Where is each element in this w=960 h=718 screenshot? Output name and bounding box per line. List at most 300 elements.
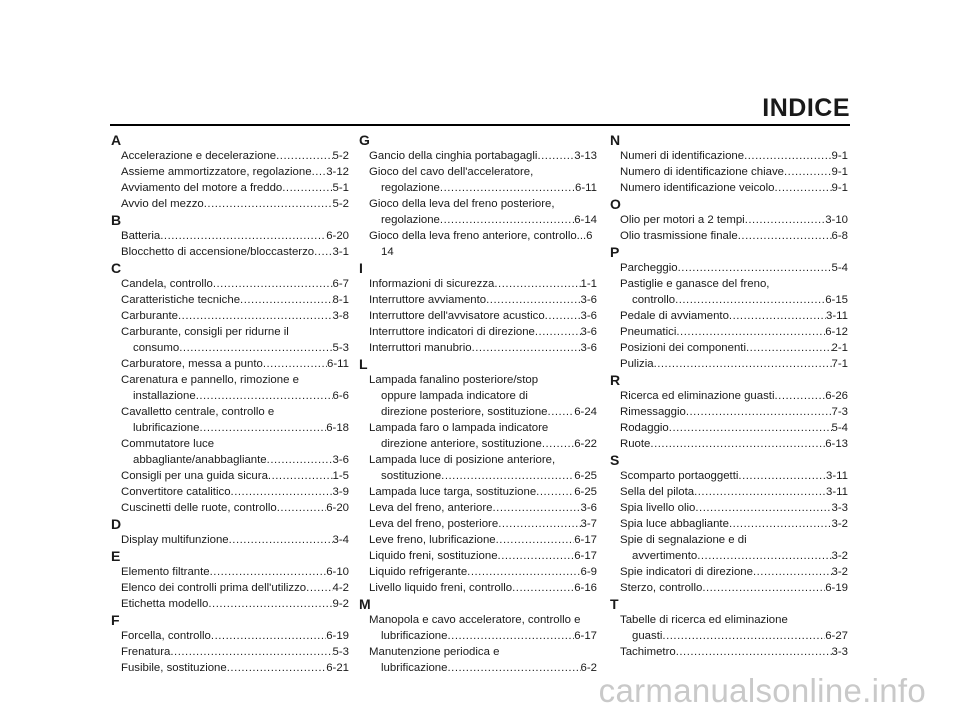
index-entry[interactable] (359, 452, 597, 484)
entry-text: Informazioni di sicurezza (369, 278, 495, 290)
dot-leader (746, 340, 832, 356)
page-number: 1-1 (580, 278, 597, 290)
dot-leader (676, 324, 825, 340)
index-entry[interactable] (610, 148, 848, 164)
page-number: 5-3 (332, 646, 349, 658)
page-number: 5-2 (332, 150, 349, 162)
page-number: 9-1 (831, 166, 848, 178)
index-entry[interactable] (610, 468, 848, 484)
dot-leader (686, 404, 832, 420)
index-entry[interactable] (359, 532, 597, 548)
index-column-2 (359, 132, 597, 676)
page-number: 3-6 (580, 326, 597, 338)
page-number: 6-13 (825, 438, 848, 450)
entry-text: Posizioni dei componenti (620, 342, 747, 354)
page-number: 6-10 (326, 566, 349, 578)
entry-text: Rimessaggio (620, 406, 686, 418)
entry-text: regolazione (381, 214, 440, 226)
entry-text: Assieme ammortizzatore, regolazione (121, 166, 312, 178)
dot-leader (440, 180, 575, 196)
entry-text: Display multifunzione (121, 534, 229, 546)
dot-leader (196, 388, 333, 404)
entry-text: Carburante, consigli per ridurne il (121, 326, 289, 338)
index-entry[interactable] (610, 308, 848, 324)
index-entry[interactable] (610, 436, 848, 452)
index-entry[interactable] (610, 260, 848, 276)
index-letter-heading: A (111, 132, 122, 148)
dot-leader (536, 484, 574, 500)
entry-text: Carburatore, messa a punto (121, 358, 263, 370)
page-number: 3-1 (332, 246, 349, 258)
index-entry[interactable] (111, 468, 349, 484)
index-entry[interactable] (610, 644, 848, 660)
page-number: 6-17 (574, 630, 597, 642)
index-entry[interactable] (111, 404, 349, 436)
dot-leader (282, 180, 332, 196)
entry-text: regolazione (381, 182, 440, 194)
index-entry[interactable] (359, 548, 597, 564)
entry-text: Leva del freno, posteriore (369, 518, 499, 530)
page-number: 6-9 (580, 566, 597, 578)
index-letter-heading: D (111, 516, 122, 532)
entry-text: Blocchetto di accensione/bloccasterzo (121, 246, 315, 258)
entry-text: Accelerazione e decelerazione (121, 150, 277, 162)
index-entry[interactable] (359, 324, 597, 340)
entry-text: Elenco dei controlli prima dell'utilizzo (121, 582, 307, 594)
entry-text: installazione (133, 390, 196, 402)
page-number: 3-12 (326, 166, 349, 178)
dot-leader (775, 388, 826, 404)
dot-leader (229, 532, 333, 548)
dot-leader (669, 420, 832, 436)
dot-leader (738, 228, 832, 244)
page-number: 6-17 (574, 534, 597, 546)
index-entry[interactable] (111, 324, 349, 356)
dot-leader (650, 436, 825, 452)
dot-leader (729, 516, 832, 532)
index-entry[interactable] (111, 244, 349, 260)
page-number: 6-8 (831, 230, 848, 242)
entry-text: Sella del pilota (620, 486, 695, 498)
dot-leader (440, 212, 574, 228)
page-number: 6-22 (574, 438, 597, 450)
index-letter-heading: L (359, 356, 368, 372)
page-number: 6-25 (574, 470, 597, 482)
dot-leader (210, 564, 327, 580)
entry-text: direzione posteriore, sostituzione (381, 406, 548, 418)
dot-leader (496, 532, 575, 548)
index-entry[interactable] (359, 420, 597, 452)
dot-leader (447, 660, 580, 676)
dot-leader (492, 500, 580, 516)
page-number: 7-1 (831, 358, 848, 370)
page-number: 8-1 (332, 294, 349, 306)
entry-text: Consigli per una guida sicura (121, 470, 268, 482)
index-entry[interactable] (111, 180, 349, 196)
entry-text: Interruttori manubrio (369, 342, 472, 354)
dot-leader (753, 564, 832, 580)
index-entry[interactable] (359, 372, 597, 420)
dot-leader (314, 244, 332, 260)
page-number: 3-3 (831, 502, 848, 514)
entry-text: Spia livello olio (620, 502, 696, 514)
page-number: 6-14 (574, 214, 597, 226)
entry-text: Ricerca ed eliminazione guasti (620, 390, 775, 402)
index-entry[interactable] (610, 388, 848, 404)
dot-leader (472, 340, 581, 356)
page-number: 3-2 (831, 566, 848, 578)
index-entry[interactable] (111, 276, 349, 292)
index-column-1 (111, 132, 349, 676)
index-letter-heading: S (610, 452, 620, 468)
dot-leader (441, 468, 574, 484)
index-letter-heading: C (111, 260, 122, 276)
index-entry[interactable] (610, 340, 848, 356)
dot-leader (512, 580, 574, 596)
index-entry[interactable] (610, 580, 848, 596)
page-number: 3-6 (580, 342, 597, 354)
dot-leader (498, 516, 580, 532)
dot-leader (267, 452, 333, 468)
page-number: 5-1 (332, 182, 349, 194)
dot-leader (208, 596, 332, 612)
index-entry[interactable] (359, 228, 597, 260)
entry-text: Gioco della leva del freno posteriore, (369, 198, 555, 210)
page-number: 5-3 (332, 342, 349, 354)
entry-text: Pulizia (620, 358, 654, 370)
index-letter-heading: G (359, 132, 370, 148)
page-number: 6-16 (574, 582, 597, 594)
entry-text: Gancio della cinghia portabagagli (369, 150, 538, 162)
index-entry[interactable] (359, 340, 597, 356)
dot-leader (694, 484, 826, 500)
page-number: 3-6 (580, 502, 597, 514)
index-entry[interactable] (111, 628, 349, 644)
entry-text: Leve freno, lubrificazione (369, 534, 496, 546)
entry-text: Livello liquido freni, controllo (369, 582, 513, 594)
entry-text: Cuscinetti delle ruote, controllo (121, 502, 277, 514)
index-entry[interactable] (610, 532, 848, 564)
index-entry[interactable] (610, 164, 848, 180)
entry-text: Numero di identificazione chiave (620, 166, 784, 178)
page-number: 6-19 (326, 630, 349, 642)
index-entry[interactable] (610, 564, 848, 580)
dot-leader (312, 164, 327, 180)
entry-text: Spie indicatori di direzione (620, 566, 753, 578)
entry-text: Batteria (121, 230, 161, 242)
index-entry[interactable] (359, 148, 597, 164)
index-letter-heading: T (610, 596, 619, 612)
page-number: 6-2 (580, 662, 597, 674)
page-number: 9-1 (831, 182, 848, 194)
dot-leader (231, 484, 333, 500)
page-number: 4-2 (332, 582, 349, 594)
page-number: 3-11 (826, 486, 848, 498)
index-column-3 (610, 132, 848, 660)
index-entry[interactable] (359, 516, 597, 532)
entry-text: Spie di segnalazione e di (620, 534, 747, 546)
entry-text: Frenatura (121, 646, 171, 658)
dot-leader (745, 212, 825, 228)
entry-text: Cavalletto centrale, controllo e (121, 406, 275, 418)
page-number: 3-7 (580, 518, 597, 530)
index-entry[interactable] (111, 372, 349, 404)
page-number: 3-3 (831, 646, 848, 658)
dot-leader (775, 180, 832, 196)
dot-leader (744, 148, 831, 164)
entry-text: Olio trasmissione finale (620, 230, 738, 242)
dot-leader (697, 548, 831, 564)
entry-text: Lampada luce targa, sostituzione (369, 486, 537, 498)
index-entry[interactable] (359, 292, 597, 308)
dot-leader (227, 660, 326, 676)
entry-text: controllo (632, 294, 676, 306)
entry-text: direzione anteriore, sostituzione (381, 438, 542, 450)
dot-leader (542, 436, 574, 452)
index-letter-heading: I (359, 260, 363, 276)
index-entry[interactable] (610, 516, 848, 532)
index-letter-heading: E (111, 548, 121, 564)
entry-text: Interruttore dell'avvisatore acustico (369, 310, 545, 322)
entry-text: lubrificazione (381, 630, 448, 642)
dot-leader (494, 276, 580, 292)
entry-text: Interruttore indicatori di direzione (369, 326, 535, 338)
entry-text: Manopola e cavo acceleratore, controllo e (369, 614, 581, 626)
index-entry[interactable] (610, 404, 848, 420)
entry-text: Pedale di avviamento (620, 310, 729, 322)
index-entry[interactable] (359, 500, 597, 516)
page-number: 3-10 (825, 214, 848, 226)
index-letter-heading: F (111, 612, 120, 628)
dot-leader (170, 644, 332, 660)
entry-text: Gioco del cavo dell'acceleratore, (369, 166, 534, 178)
entry-text: Scomparto portaoggetti (620, 470, 739, 482)
entry-text: Pneumatici (620, 326, 677, 338)
dot-leader (662, 628, 825, 644)
page-number: 6-6 (332, 390, 349, 402)
entry-text: Olio per motori a 2 tempi (620, 214, 745, 226)
watermark: carmanualsonline.info (598, 672, 926, 709)
entry-text: Spia luce abbagliante (620, 518, 729, 530)
page-number: 6-27 (825, 630, 848, 642)
index-entry[interactable] (111, 148, 349, 164)
dot-leader (204, 196, 333, 212)
page-number: 3-11 (826, 470, 848, 482)
entry-text: Interruttore avviamento (369, 294, 487, 306)
index-entry[interactable] (610, 612, 848, 644)
dot-leader (537, 148, 574, 164)
page-number: 6-21 (326, 662, 349, 674)
entry-text: Caratteristiche tecniche (121, 294, 241, 306)
entry-text: oppure lampada indicatore di (381, 390, 528, 402)
page-number: 6-25 (574, 486, 597, 498)
dot-leader (276, 148, 332, 164)
entry-text: Tabelle di ricerca ed eliminazione (620, 614, 788, 626)
entry-text: Liquido refrigerante (369, 566, 468, 578)
page-number: 6-11 (575, 182, 597, 194)
index-entry[interactable] (111, 580, 349, 596)
page-number: 3-6 (580, 310, 597, 322)
page-number: 3-6 (580, 294, 597, 306)
page-number: 6-20 (326, 502, 349, 514)
index-entry[interactable] (111, 564, 349, 580)
entry-text: Lampada luce di posizione anteriore, (369, 454, 556, 466)
index-entry[interactable] (111, 164, 349, 180)
index-entry[interactable] (359, 484, 597, 500)
page-number: 5-4 (831, 262, 848, 274)
index-entry[interactable] (610, 356, 848, 372)
dot-leader (486, 292, 580, 308)
dot-leader (702, 580, 825, 596)
index-entry[interactable] (610, 276, 848, 308)
page-number: 6-19 (825, 582, 848, 594)
entry-text: lubrificazione (133, 422, 200, 434)
page-number: 3-13 (574, 150, 597, 162)
page-number: 3-2 (831, 518, 848, 530)
dot-leader (467, 564, 580, 580)
index-letter-heading: R (610, 372, 621, 388)
entry-text: abbagliante/anabbagliante (133, 454, 267, 466)
dot-leader (447, 628, 574, 644)
index-entry[interactable] (111, 532, 349, 548)
index-entry[interactable] (111, 484, 349, 500)
dot-leader (545, 308, 581, 324)
entry-text: Carburante (121, 310, 178, 322)
index-entry[interactable] (111, 228, 349, 244)
page-number: 3-9 (332, 486, 349, 498)
entry-text: Lampada fanalino posteriore/stop (369, 374, 539, 386)
page-title: INDICE (762, 94, 850, 122)
index-entry[interactable] (359, 644, 597, 676)
page-number: 3-6 (332, 454, 349, 466)
entry-text: Gioco della leva freno anteriore, controllo...6 (369, 230, 593, 242)
entry-text: Commutatore luce (121, 438, 215, 450)
entry-text: avvertimento (632, 550, 698, 562)
dot-leader (675, 292, 825, 308)
dot-leader (240, 292, 333, 308)
dot-leader (784, 164, 832, 180)
index-entry[interactable] (610, 484, 848, 500)
index-letter-heading: B (111, 212, 122, 228)
entry-text: Avvio del mezzo (121, 198, 204, 210)
index-entry[interactable] (359, 612, 597, 644)
title-divider (110, 124, 850, 126)
entry-text: Manutenzione periodica e (369, 646, 500, 658)
index-entry[interactable] (610, 420, 848, 436)
index-letter-heading: M (359, 596, 371, 612)
index-entry[interactable] (359, 196, 597, 228)
index-entry[interactable] (359, 564, 597, 580)
index-entry[interactable] (111, 196, 349, 212)
entry-text: Fusibile, sostituzione (121, 662, 227, 674)
dot-leader (676, 644, 832, 660)
dot-leader (738, 468, 826, 484)
dot-leader (678, 260, 832, 276)
index-entry[interactable] (111, 660, 349, 676)
dot-leader (548, 404, 575, 420)
index-letter-heading: O (610, 196, 621, 212)
index-entry[interactable] (111, 356, 349, 372)
page-number: 5-2 (332, 198, 349, 210)
index-entry[interactable] (111, 500, 349, 516)
dot-leader (199, 420, 326, 436)
index-entry[interactable] (610, 324, 848, 340)
index-entry[interactable] (359, 164, 597, 196)
dot-leader (695, 500, 831, 516)
entry-text: Convertitore catalitico (121, 486, 231, 498)
entry-text: lubrificazione (381, 662, 448, 674)
index-entry[interactable] (111, 644, 349, 660)
entry-text: consumo (133, 342, 180, 354)
page-number: 3-8 (332, 310, 349, 322)
index-entry[interactable] (610, 180, 848, 196)
entry-text: Elemento filtrante (121, 566, 210, 578)
entry-text: Parcheggio (620, 262, 678, 274)
page-number: 14 (381, 246, 394, 258)
dot-leader (211, 628, 326, 644)
page-number: 9-2 (332, 598, 349, 610)
entry-text: Liquido freni, sostituzione (369, 550, 498, 562)
page-number: 3-4 (332, 534, 349, 546)
page-number: 6-17 (574, 550, 597, 562)
page-number: 6-24 (574, 406, 597, 418)
entry-text: sostituzione (381, 470, 442, 482)
page-number: 6-20 (326, 230, 349, 242)
dot-leader (306, 580, 332, 596)
dot-leader (179, 340, 332, 356)
entry-text: Forcella, controllo (121, 630, 211, 642)
index-entry[interactable] (111, 308, 349, 324)
index-entry[interactable] (610, 228, 848, 244)
entry-text: guasti (632, 630, 663, 642)
page-number: 9-1 (831, 150, 848, 162)
entry-text: Ruote (620, 438, 651, 450)
dot-leader (268, 468, 333, 484)
dot-leader (263, 356, 327, 372)
dot-leader (535, 324, 581, 340)
index-entry[interactable] (359, 308, 597, 324)
index-entry[interactable] (111, 292, 349, 308)
page-number: 3-2 (831, 550, 848, 562)
page-number: 6-15 (825, 294, 848, 306)
index-entry[interactable] (610, 500, 848, 516)
index-entry[interactable] (359, 580, 597, 596)
dot-leader (498, 548, 575, 564)
page-number: 6-26 (825, 390, 848, 402)
dot-leader (160, 228, 326, 244)
page-number: 6-7 (332, 278, 349, 290)
index-entry[interactable] (610, 212, 848, 228)
dot-leader (178, 308, 333, 324)
index-entry[interactable] (111, 596, 349, 612)
dot-leader (654, 356, 832, 372)
page-number: 3-11 (826, 310, 848, 322)
index-entry[interactable] (359, 276, 597, 292)
entry-text: Lampada faro o lampada indicatore (369, 422, 549, 434)
index-letter-heading: N (610, 132, 621, 148)
dot-leader (277, 500, 326, 516)
entry-text: Tachimetro (620, 646, 676, 658)
dot-leader (213, 276, 333, 292)
entry-text: Etichetta modello (121, 598, 209, 610)
entry-text: Leva del freno, anteriore (369, 502, 493, 514)
index-entry[interactable] (111, 436, 349, 468)
page-number: 6-18 (326, 422, 349, 434)
page-number: 2-1 (831, 342, 848, 354)
page-number: 5-4 (831, 422, 848, 434)
entry-text: Carenatura e pannello, rimozione e (121, 374, 299, 386)
page-number: 6-11 (327, 358, 349, 370)
